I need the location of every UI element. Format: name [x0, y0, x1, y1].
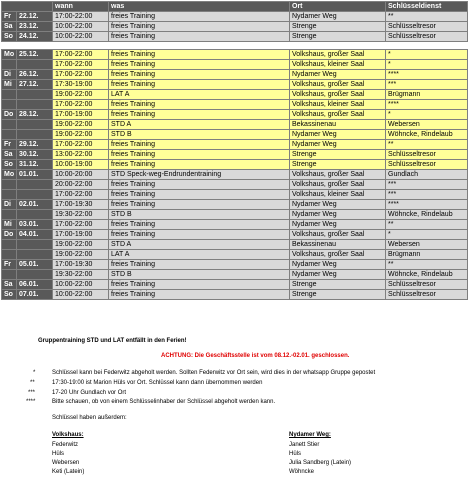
table-row — [2, 140, 468, 150]
header-was: was — [109, 2, 290, 12]
location-cell: Nydamer Weg — [290, 260, 386, 270]
activity-cell: freies Training — [109, 110, 290, 120]
time-cell: 19:00-22:00 — [53, 90, 109, 100]
date-cell — [17, 120, 53, 130]
activity-cell: freies Training — [109, 230, 290, 240]
activity-cell: STD A — [109, 120, 290, 130]
table-row — [2, 90, 468, 100]
date-cell: 25.12. — [17, 50, 53, 60]
location-cell: Volkshaus, großer Saal — [290, 250, 386, 260]
date-cell: 27.12. — [17, 80, 53, 90]
date-cell: 28.12. — [17, 110, 53, 120]
table-row — [2, 200, 468, 210]
location-cell: Volkshaus, kleiner Saal — [290, 60, 386, 70]
date-cell — [17, 240, 53, 250]
key-service-cell: ** — [386, 260, 468, 270]
location-cell: Nydamer Weg — [290, 220, 386, 230]
date-cell: 29.12. — [17, 140, 53, 150]
weekday-cell — [2, 120, 17, 130]
table-row — [2, 160, 468, 170]
time-cell: 17:00-22:00 — [53, 190, 109, 200]
activity-cell: freies Training — [109, 70, 290, 80]
header-ort: Ort — [290, 2, 386, 12]
weekday-cell: Sa — [2, 280, 17, 290]
legend-text: Schlüssel kann bei Federwitz abgeholt werden. Sollten Federwitz vor Ort sein, wird dies in der whatsapp Gruppe gepostet — [52, 370, 376, 376]
date-cell — [17, 90, 53, 100]
key-service-cell: *** — [386, 80, 468, 90]
activity-cell: freies Training — [109, 140, 290, 150]
date-cell: 04.01. — [17, 230, 53, 240]
key-service-cell: Schlüsseltresor — [386, 280, 468, 290]
activity-cell: STD B — [109, 130, 290, 140]
date-cell: 06.01. — [17, 280, 53, 290]
table-row — [2, 210, 468, 220]
date-cell — [17, 60, 53, 70]
key-service-cell: Schlüsseltresor — [386, 160, 468, 170]
activity-cell: freies Training — [109, 260, 290, 270]
activity-cell: freies Training — [109, 220, 290, 230]
key-service-cell: Wöhncke, Rindelaub — [386, 210, 468, 220]
activity-cell: STD Speck-weg-Endrundentraining — [109, 170, 290, 180]
date-cell: 24.12. — [17, 32, 53, 42]
table-row — [2, 270, 468, 280]
date-cell: 07.01. — [17, 290, 53, 300]
date-cell — [17, 180, 53, 190]
volkshaus-name: Hüls — [52, 451, 65, 457]
weekday-cell: Mi — [2, 80, 17, 90]
legend-text: Bitte schauen, ob von einem Schlüsselinhaber der Schlüssel abgeholt werden kann. — [52, 399, 276, 405]
location-cell: Volkshaus, großer Saal — [290, 50, 386, 60]
table-row — [2, 170, 468, 180]
weekday-cell: Di — [2, 200, 17, 210]
weekday-cell: Mi — [2, 220, 17, 230]
time-cell: 17:00-22:00 — [53, 50, 109, 60]
separator-cell — [2, 42, 468, 50]
time-cell: 10:00-20:00 — [53, 170, 109, 180]
time-cell: 19:00-22:00 — [53, 250, 109, 260]
table-row — [2, 250, 468, 260]
legend-symbol: ** — [30, 380, 35, 386]
legend-symbol: **** — [26, 399, 36, 405]
location-cell: Volkshaus, großer Saal — [290, 80, 386, 90]
key-service-cell: *** — [386, 180, 468, 190]
activity-cell: freies Training — [109, 12, 290, 22]
header-schluesseldienst: Schlüsseldienst — [386, 2, 468, 12]
activity-cell: LAT A — [109, 90, 290, 100]
table-row — [2, 280, 468, 290]
date-cell — [17, 270, 53, 280]
activity-cell: freies Training — [109, 280, 290, 290]
weekday-cell: Fr — [2, 260, 17, 270]
table-row — [2, 80, 468, 90]
location-cell: Nydamer Weg — [290, 130, 386, 140]
table-header-row — [2, 2, 468, 12]
key-service-cell: * — [386, 110, 468, 120]
table-row — [2, 110, 468, 120]
date-cell — [17, 100, 53, 110]
header-wann: wann — [53, 2, 109, 12]
key-service-cell: Brügmann — [386, 250, 468, 260]
location-cell: Nydamer Weg — [290, 270, 386, 280]
key-service-cell: **** — [386, 200, 468, 210]
activity-cell: LAT A — [109, 250, 290, 260]
activity-cell: freies Training — [109, 290, 290, 300]
location-cell: Strenge — [290, 32, 386, 42]
holders-intro: Schlüssel haben außerdem: — [52, 415, 127, 421]
weekday-cell — [2, 190, 17, 200]
weekday-cell: Di — [2, 70, 17, 80]
time-cell: 19:00-22:00 — [53, 130, 109, 140]
nydamer-name: Janett Stier — [289, 442, 320, 448]
table-row — [2, 60, 468, 70]
location-cell: Strenge — [290, 150, 386, 160]
weekday-cell: So — [2, 160, 17, 170]
key-service-cell: **** — [386, 100, 468, 110]
key-service-cell: Webersen — [386, 240, 468, 250]
weekday-cell — [2, 90, 17, 100]
key-service-cell: Schlüsseltresor — [386, 150, 468, 160]
weekday-cell: Mo — [2, 50, 17, 60]
table-row — [2, 130, 468, 140]
time-cell: 13:00-22:00 — [53, 150, 109, 160]
location-cell: Strenge — [290, 280, 386, 290]
weekday-cell: So — [2, 290, 17, 300]
key-service-cell: ** — [386, 220, 468, 230]
schedule-table — [1, 1, 468, 300]
key-service-cell: Schlüsseltresor — [386, 22, 468, 32]
key-service-cell: Gundlach — [386, 170, 468, 180]
activity-cell: STD A — [109, 240, 290, 250]
weekday-cell: Fr — [2, 12, 17, 22]
key-service-cell: ** — [386, 12, 468, 22]
time-cell: 17:00-22:00 — [53, 70, 109, 80]
date-cell — [17, 250, 53, 260]
key-service-cell: Brügmann — [386, 90, 468, 100]
time-cell: 10:00-22:00 — [53, 32, 109, 42]
table-row — [2, 12, 468, 22]
weekday-cell — [2, 60, 17, 70]
time-cell: 17:30-19:00 — [53, 80, 109, 90]
weekday-cell — [2, 250, 17, 260]
volkshaus-title: Volkshaus: — [52, 432, 84, 438]
location-cell: Strenge — [290, 160, 386, 170]
time-cell: 19:30-22:00 — [53, 210, 109, 220]
table-row — [2, 100, 468, 110]
weekday-cell: So — [2, 32, 17, 42]
time-cell: 17:00-19:00 — [53, 230, 109, 240]
key-service-cell: Webersen — [386, 120, 468, 130]
time-cell: 17:00-22:00 — [53, 60, 109, 70]
time-cell: 17:00-22:00 — [53, 220, 109, 230]
location-cell: Bekassinenau — [290, 120, 386, 130]
time-cell: 10:00-22:00 — [53, 22, 109, 32]
weekday-cell — [2, 270, 17, 280]
date-cell: 22.12. — [17, 12, 53, 22]
key-service-cell: * — [386, 50, 468, 60]
time-cell: 17:00-22:00 — [53, 100, 109, 110]
legend-symbol: * — [33, 370, 36, 376]
weekday-cell: Mo — [2, 170, 17, 180]
activity-cell: freies Training — [109, 200, 290, 210]
header-empty — [2, 2, 53, 12]
date-cell: 26.12. — [17, 70, 53, 80]
weekday-cell: Sa — [2, 150, 17, 160]
nydamer-name: Hüls — [289, 451, 302, 457]
time-cell: 17:00-19:30 — [53, 260, 109, 270]
table-row — [2, 260, 468, 270]
location-cell: Volkshaus, großer Saal — [290, 180, 386, 190]
table-row — [2, 230, 468, 240]
location-cell: Volkshaus, großer Saal — [290, 230, 386, 240]
key-service-cell: Schlüsseltresor — [386, 32, 468, 42]
weekday-cell — [2, 100, 17, 110]
location-cell: Bekassinenau — [290, 240, 386, 250]
legend-text: 17-20 Uhr Gundlach vor Ort — [52, 390, 127, 396]
table-row — [2, 220, 468, 230]
time-cell: 10:00-22:00 — [53, 290, 109, 300]
date-cell: 31.12. — [17, 160, 53, 170]
table-row — [2, 240, 468, 250]
weekday-cell: Do — [2, 110, 17, 120]
separator-row — [2, 42, 468, 50]
weekday-cell: Fr — [2, 140, 17, 150]
date-cell: 01.01. — [17, 170, 53, 180]
time-cell: 17:00-19:00 — [53, 110, 109, 120]
time-cell: 10:00-19:00 — [53, 160, 109, 170]
time-cell: 17:00-22:00 — [53, 140, 109, 150]
time-cell: 10:00-22:00 — [53, 280, 109, 290]
key-service-cell: Wöhncke, Rindelaub — [386, 130, 468, 140]
activity-cell: freies Training — [109, 22, 290, 32]
time-cell: 19:00-22:00 — [53, 120, 109, 130]
location-cell: Volkshaus, kleiner Saal — [290, 190, 386, 200]
weekday-cell — [2, 210, 17, 220]
table-row — [2, 70, 468, 80]
time-cell: 20:00-22:00 — [53, 180, 109, 190]
location-cell: Nydamer Weg — [290, 140, 386, 150]
location-cell: Nydamer Weg — [290, 70, 386, 80]
location-cell: Volkshaus, kleiner Saal — [290, 100, 386, 110]
time-cell: 17:00-19:30 — [53, 200, 109, 210]
date-cell — [17, 210, 53, 220]
table-row — [2, 32, 468, 42]
nydamer-title: Nydamer Weg: — [289, 432, 331, 438]
activity-cell: freies Training — [109, 50, 290, 60]
key-service-cell: ** — [386, 140, 468, 150]
key-service-cell: Schlüsseltresor — [386, 290, 468, 300]
table-row — [2, 190, 468, 200]
activity-cell: STD B — [109, 210, 290, 220]
location-cell: Volkshaus, großer Saal — [290, 110, 386, 120]
weekday-cell: Do — [2, 230, 17, 240]
key-service-cell: * — [386, 60, 468, 70]
time-cell: 17:00-22:00 — [53, 12, 109, 22]
time-cell: 19:00-22:00 — [53, 240, 109, 250]
legend-text: 17:30-19:00 ist Marion Hüls vor Ort. Schlüssel kann dann übernommen werden — [52, 380, 263, 386]
date-cell: 05.01. — [17, 260, 53, 270]
nydamer-name: Julia Sandberg (Latein) — [289, 460, 352, 466]
activity-cell: freies Training — [109, 60, 290, 70]
date-cell: 23.12. — [17, 22, 53, 32]
weekday-cell: Sa — [2, 22, 17, 32]
table-row — [2, 180, 468, 190]
group-notice: Gruppentraining STD und LAT entfällt in den Ferien! — [38, 338, 187, 344]
date-cell — [17, 130, 53, 140]
table-row — [2, 120, 468, 130]
volkshaus-name: Federwitz — [52, 442, 79, 448]
weekday-cell — [2, 130, 17, 140]
location-cell: Nydamer Weg — [290, 210, 386, 220]
activity-cell: freies Training — [109, 190, 290, 200]
location-cell: Strenge — [290, 290, 386, 300]
key-service-cell: *** — [386, 190, 468, 200]
nydamer-name: Wöhncke — [289, 469, 315, 475]
date-cell: 30.12. — [17, 150, 53, 160]
time-cell: 19:30-22:00 — [53, 270, 109, 280]
table-row — [2, 22, 468, 32]
date-cell — [17, 190, 53, 200]
weekday-cell — [2, 240, 17, 250]
table-row — [2, 150, 468, 160]
volkshaus-name: Keti (Latein) — [52, 469, 85, 475]
weekday-cell — [2, 180, 17, 190]
warning-notice: ACHTUNG: Die Geschäftsstelle ist vom 08.12.-02.01. geschlossen. — [161, 353, 350, 359]
table-row — [2, 50, 468, 60]
date-cell: 02.01. — [17, 200, 53, 210]
location-cell: Volkshaus, großer Saal — [290, 170, 386, 180]
activity-cell: freies Training — [109, 180, 290, 190]
location-cell: Nydamer Weg — [290, 12, 386, 22]
volkshaus-name: Webersen — [52, 460, 80, 466]
activity-cell: freies Training — [109, 32, 290, 42]
activity-cell: freies Training — [109, 100, 290, 110]
activity-cell: STD B — [109, 270, 290, 280]
activity-cell: freies Training — [109, 150, 290, 160]
activity-cell: freies Training — [109, 160, 290, 170]
legend-symbol: *** — [28, 390, 36, 396]
activity-cell: freies Training — [109, 80, 290, 90]
location-cell: Volkshaus, großer Saal — [290, 90, 386, 100]
location-cell: Nydamer Weg — [290, 200, 386, 210]
location-cell: Strenge — [290, 22, 386, 32]
key-service-cell: Wöhncke, Rindelaub — [386, 270, 468, 280]
date-cell: 03.01. — [17, 220, 53, 230]
key-service-cell: **** — [386, 70, 468, 80]
table-row — [2, 290, 468, 300]
key-service-cell: * — [386, 230, 468, 240]
